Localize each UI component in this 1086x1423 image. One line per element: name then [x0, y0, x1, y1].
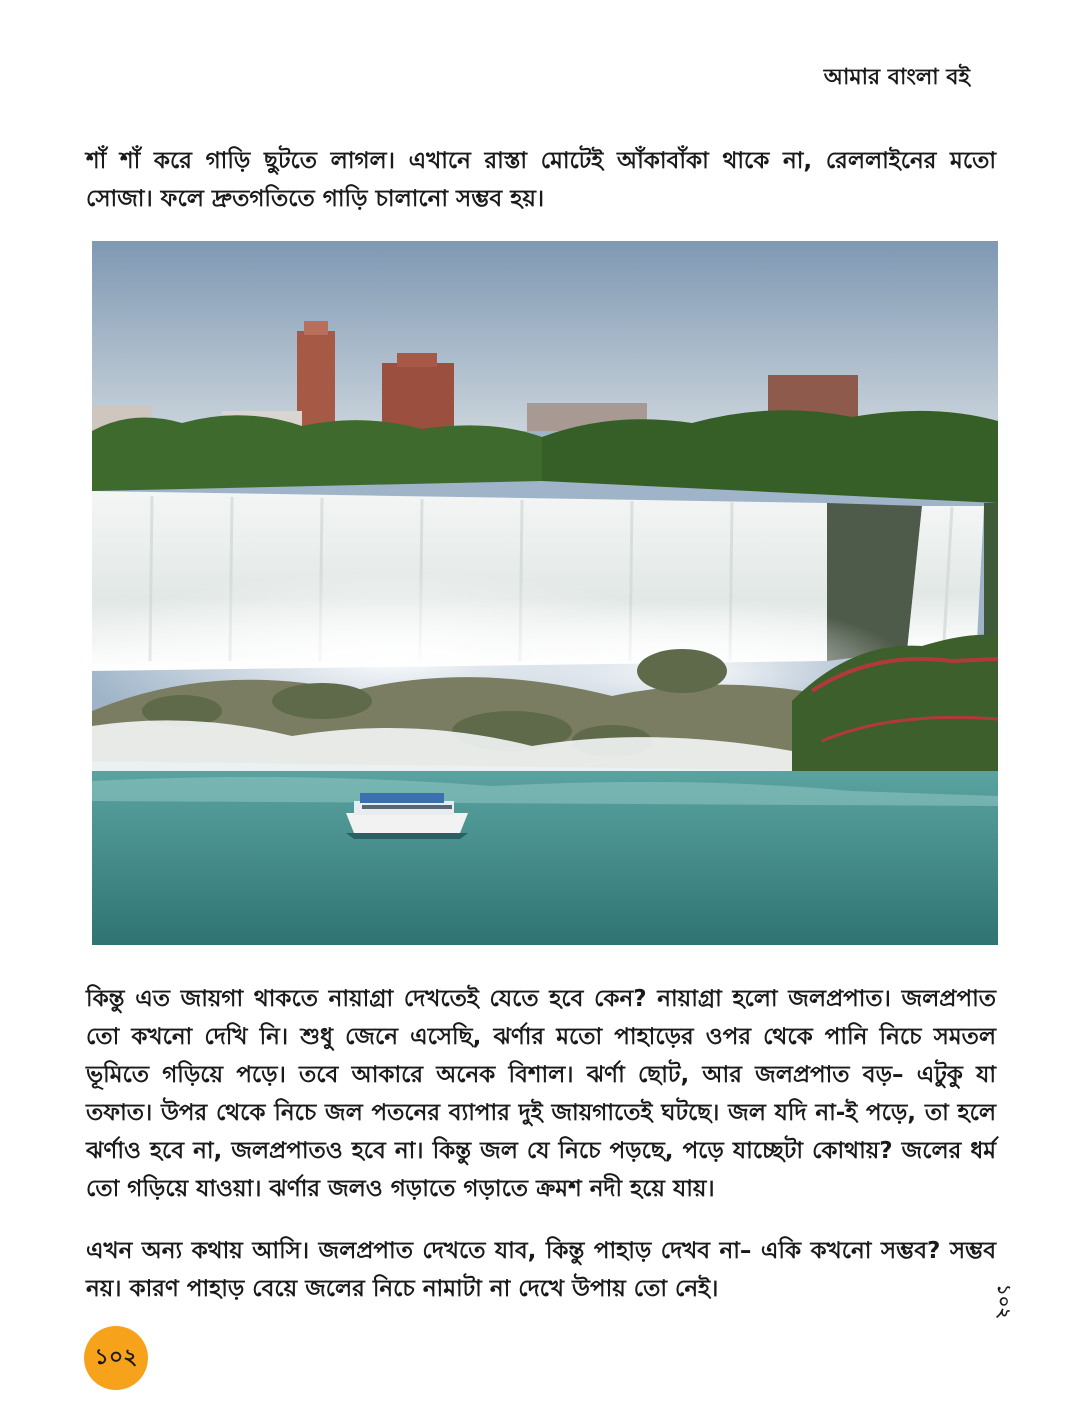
- paragraph-2: কিন্তু এত জায়গা থাকতে নায়াগ্রা দেখতেই যেতে হবে কেন? নায়াগ্রা হলো জলপ্রপাত। জলপ্রপাত তো কখনো দেখি নি। শুধু জেনে এসেছি, ঝর্ণার মতো পাহাড়ের ওপর থেকে পানি নিচে সমতল ভূমিতে গড়িয়ে পড়ে। তবে আকারে অনেক বিশাল। ঝর্ণা ছোট, আর জলপ্রপাত বড়– এটুকু যা তফাত। উপর থেকে নিচে জল পতনের ব্যাপার দুই জায়গাতেই ঘটছে। জল যদি না-ই পড়ে, তা হলে ঝর্ণাও হবে না, জলপ্রপাতও হবে না। কিন্তু জল যে নিচে পড়ছে, পড়ে যাচ্ছেটা কোথায়? জলের ধর্ম তো গড়িয়ে যাওয়া। ঝর্ণার জলও গড়াতে গড়াতে ক্রমশ নদী হয়ে যায়।: [86, 986, 996, 1202]
- niagara-falls-photo: [92, 241, 998, 945]
- paragraph-1: শাঁ শাঁ করে গাড়ি ছুটতে লাগল। এখানে রাস্তা মোটেই আঁকাবাঁকা থাকে না, রেললাইনের মতো সোজা। ফলে দ্রুতগতিতে গাড়ি চালানো সম্ভব হয়।: [86, 148, 996, 212]
- side-page-number: ১০২: [993, 1284, 1014, 1320]
- running-header-book-title: আমার বাংলা বই: [823, 65, 970, 90]
- paragraph-3: এখন অন্য কথায় আসি। জলপ্রপাত দেখতে যাব, কিন্তু পাহাড় দেখব না– একি কখনো সম্ভব? সম্ভব নয়। কারণ পাহাড় বেয়ে জলের নিচে নামাটা না দেখে উপায় তো নেই।: [86, 1238, 996, 1302]
- page-number-badge: ১০২: [84, 1326, 148, 1390]
